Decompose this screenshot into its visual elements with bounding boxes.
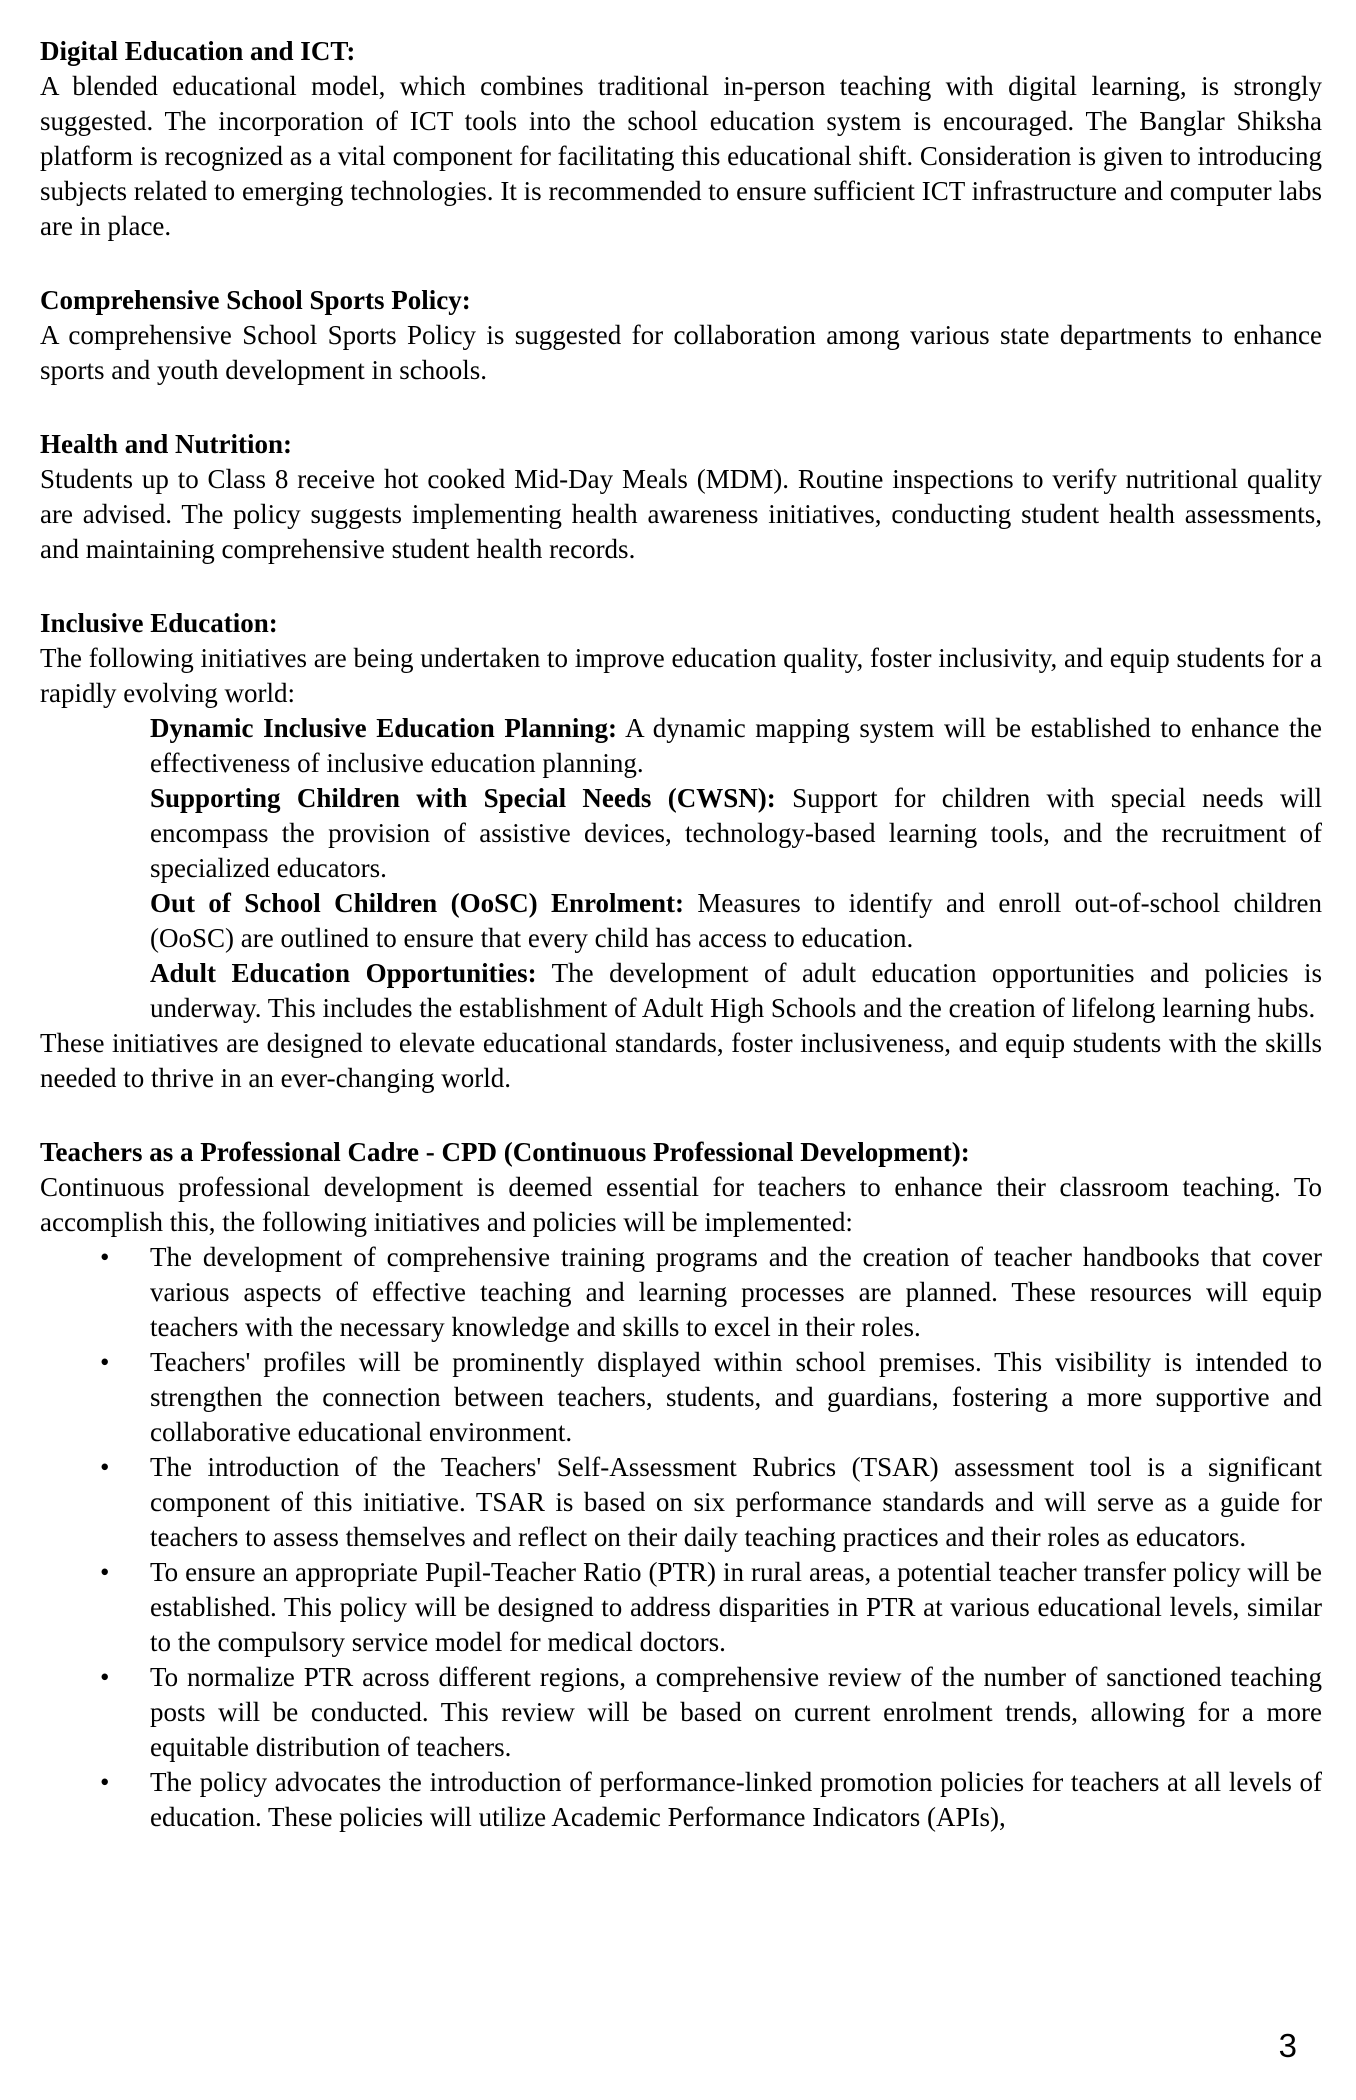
- inclusive-item-text: A dynamic mapping system will be established to enhance the effectiveness of inclusive education planning.: [150, 713, 1323, 778]
- inclusive-item-text: Measures to identify and enroll out-of-school children (OoSC) are outlined to ensure that every child has access to education.: [150, 888, 1322, 953]
- section-body-health-nutrition: Students up to Class 8 receive hot cooked Mid-Day Meals (MDM). Routine inspections to verify nutritional quality are advised. The policy suggests implementing health awareness initiatives, conducting student health assessments, and maintaining comprehensive student health records.: [40, 464, 1322, 564]
- inclusive-item-cwsn: [150, 781, 1322, 886]
- inclusive-item-oosc: [150, 886, 1322, 956]
- section-heading-sports-policy: Comprehensive School Sports Policy:: [40, 285, 471, 315]
- section-heading-inclusive-education: Inclusive Education:: [40, 608, 278, 638]
- bullet-item-ptr-normalize: • To normalize PTR across different regions, a comprehensive review of the number of sanctioned teaching posts will be conducted. This review will be based on current enrolment trends, allowing for a more equitable distribution of teachers.: [150, 1660, 1322, 1765]
- inclusive-item-label: Adult Education Opportunities:: [150, 958, 537, 988]
- bullet-item-ptr-rural: • To ensure an appropriate Pupil-Teacher Ratio (PTR) in rural areas, a potential teacher transfer policy will be established. This policy will be designed to address disparities in PTR at various educational levels, similar to the compulsory service model for medical doctors.: [150, 1555, 1322, 1660]
- section-health-nutrition: [40, 427, 1322, 567]
- section-sports-policy: [40, 283, 1322, 388]
- section-outro-inclusive-education: These initiatives are designed to elevate educational standards, foster inclusiveness, and equip students with the skills needed to thrive in an ever-changing world.: [40, 1028, 1322, 1093]
- inclusive-item-label: Out of School Children (OoSC) Enrolment:: [150, 888, 684, 918]
- page-number: 3: [1278, 2027, 1297, 2064]
- bullet-item-training-programs: • The development of comprehensive training programs and the creation of teacher handbooks that cover various aspects of effective teaching and learning processes are planned. These resources will equip teachers with the necessary knowledge and skills to excel in their roles.: [150, 1240, 1322, 1345]
- section-heading-teachers-cpd: Teachers as a Professional Cadre - CPD (Continuous Professional Development):: [40, 1137, 970, 1167]
- inclusive-item-adult-education: [150, 956, 1322, 1026]
- section-inclusive-education: [40, 606, 1322, 1096]
- bullet-item-performance-promotion: • The policy advocates the introduction of performance-linked promotion policies for teachers at all levels of education. These policies will utilize Academic Performance Indicators (APIs),: [150, 1765, 1322, 1835]
- section-heading-health-nutrition: Health and Nutrition:: [40, 429, 293, 459]
- section-heading-digital-education: Digital Education and ICT:: [40, 36, 356, 66]
- inclusive-item-dynamic-planning: [150, 711, 1322, 781]
- inclusive-item-text: The development of adult education opportunities and policies is underway. This includes the establishment of Adult High Schools and the creation of lifelong learning hubs.: [150, 958, 1322, 1023]
- section-teachers-cpd: [40, 1135, 1322, 1835]
- inclusive-item-label: Supporting Children with Special Needs (CWSN):: [150, 783, 776, 813]
- section-intro-inclusive-education: The following initiatives are being undertaken to improve education quality, foster inclusivity, and equip students for a rapidly evolving world:: [40, 643, 1322, 708]
- bullet-item-tsar: • The introduction of the Teachers' Self-Assessment Rubrics (TSAR) assessment tool is a significant component of this initiative. TSAR is based on six performance standards and will serve as a guide for teachers to assess themselves and reflect on their daily teaching practices and their roles as educators.: [150, 1450, 1322, 1555]
- inclusive-item-text: Support for children with special needs will encompass the provision of assistive devices, technology-based learning tools, and the recruitment of specialized educators.: [150, 783, 1322, 883]
- bullet-item-teacher-profiles: • Teachers' profiles will be prominently displayed within school premises. This visibility is intended to strengthen the connection between teachers, students, and guardians, fostering a more supportive and collaborative educational environment.: [150, 1345, 1322, 1450]
- teachers-cpd-bullet-list: [40, 1240, 1322, 1835]
- inclusive-item-label: Dynamic Inclusive Education Planning:: [150, 713, 617, 743]
- section-digital-education: [40, 34, 1322, 244]
- section-body-digital-education: A blended educational model, which combines traditional in-person teaching with digital learning, is strongly suggested. The incorporation of ICT tools into the school education system is encouraged. The Banglar Shiksha platform is recognized as a vital component for facilitating this educational shift. Consideration is given to introducing subjects related to emerging technologies. It is recommended to ensure sufficient ICT infrastructure and computer labs are in place.: [40, 71, 1322, 241]
- section-intro-teachers-cpd: Continuous professional development is deemed essential for teachers to enhance their classroom teaching. To accomplish this, the following initiatives and policies will be implemented:: [40, 1172, 1322, 1237]
- section-body-sports-policy: A comprehensive School Sports Policy is suggested for collaboration among various state departments to enhance sports and youth development in schools.: [40, 320, 1322, 385]
